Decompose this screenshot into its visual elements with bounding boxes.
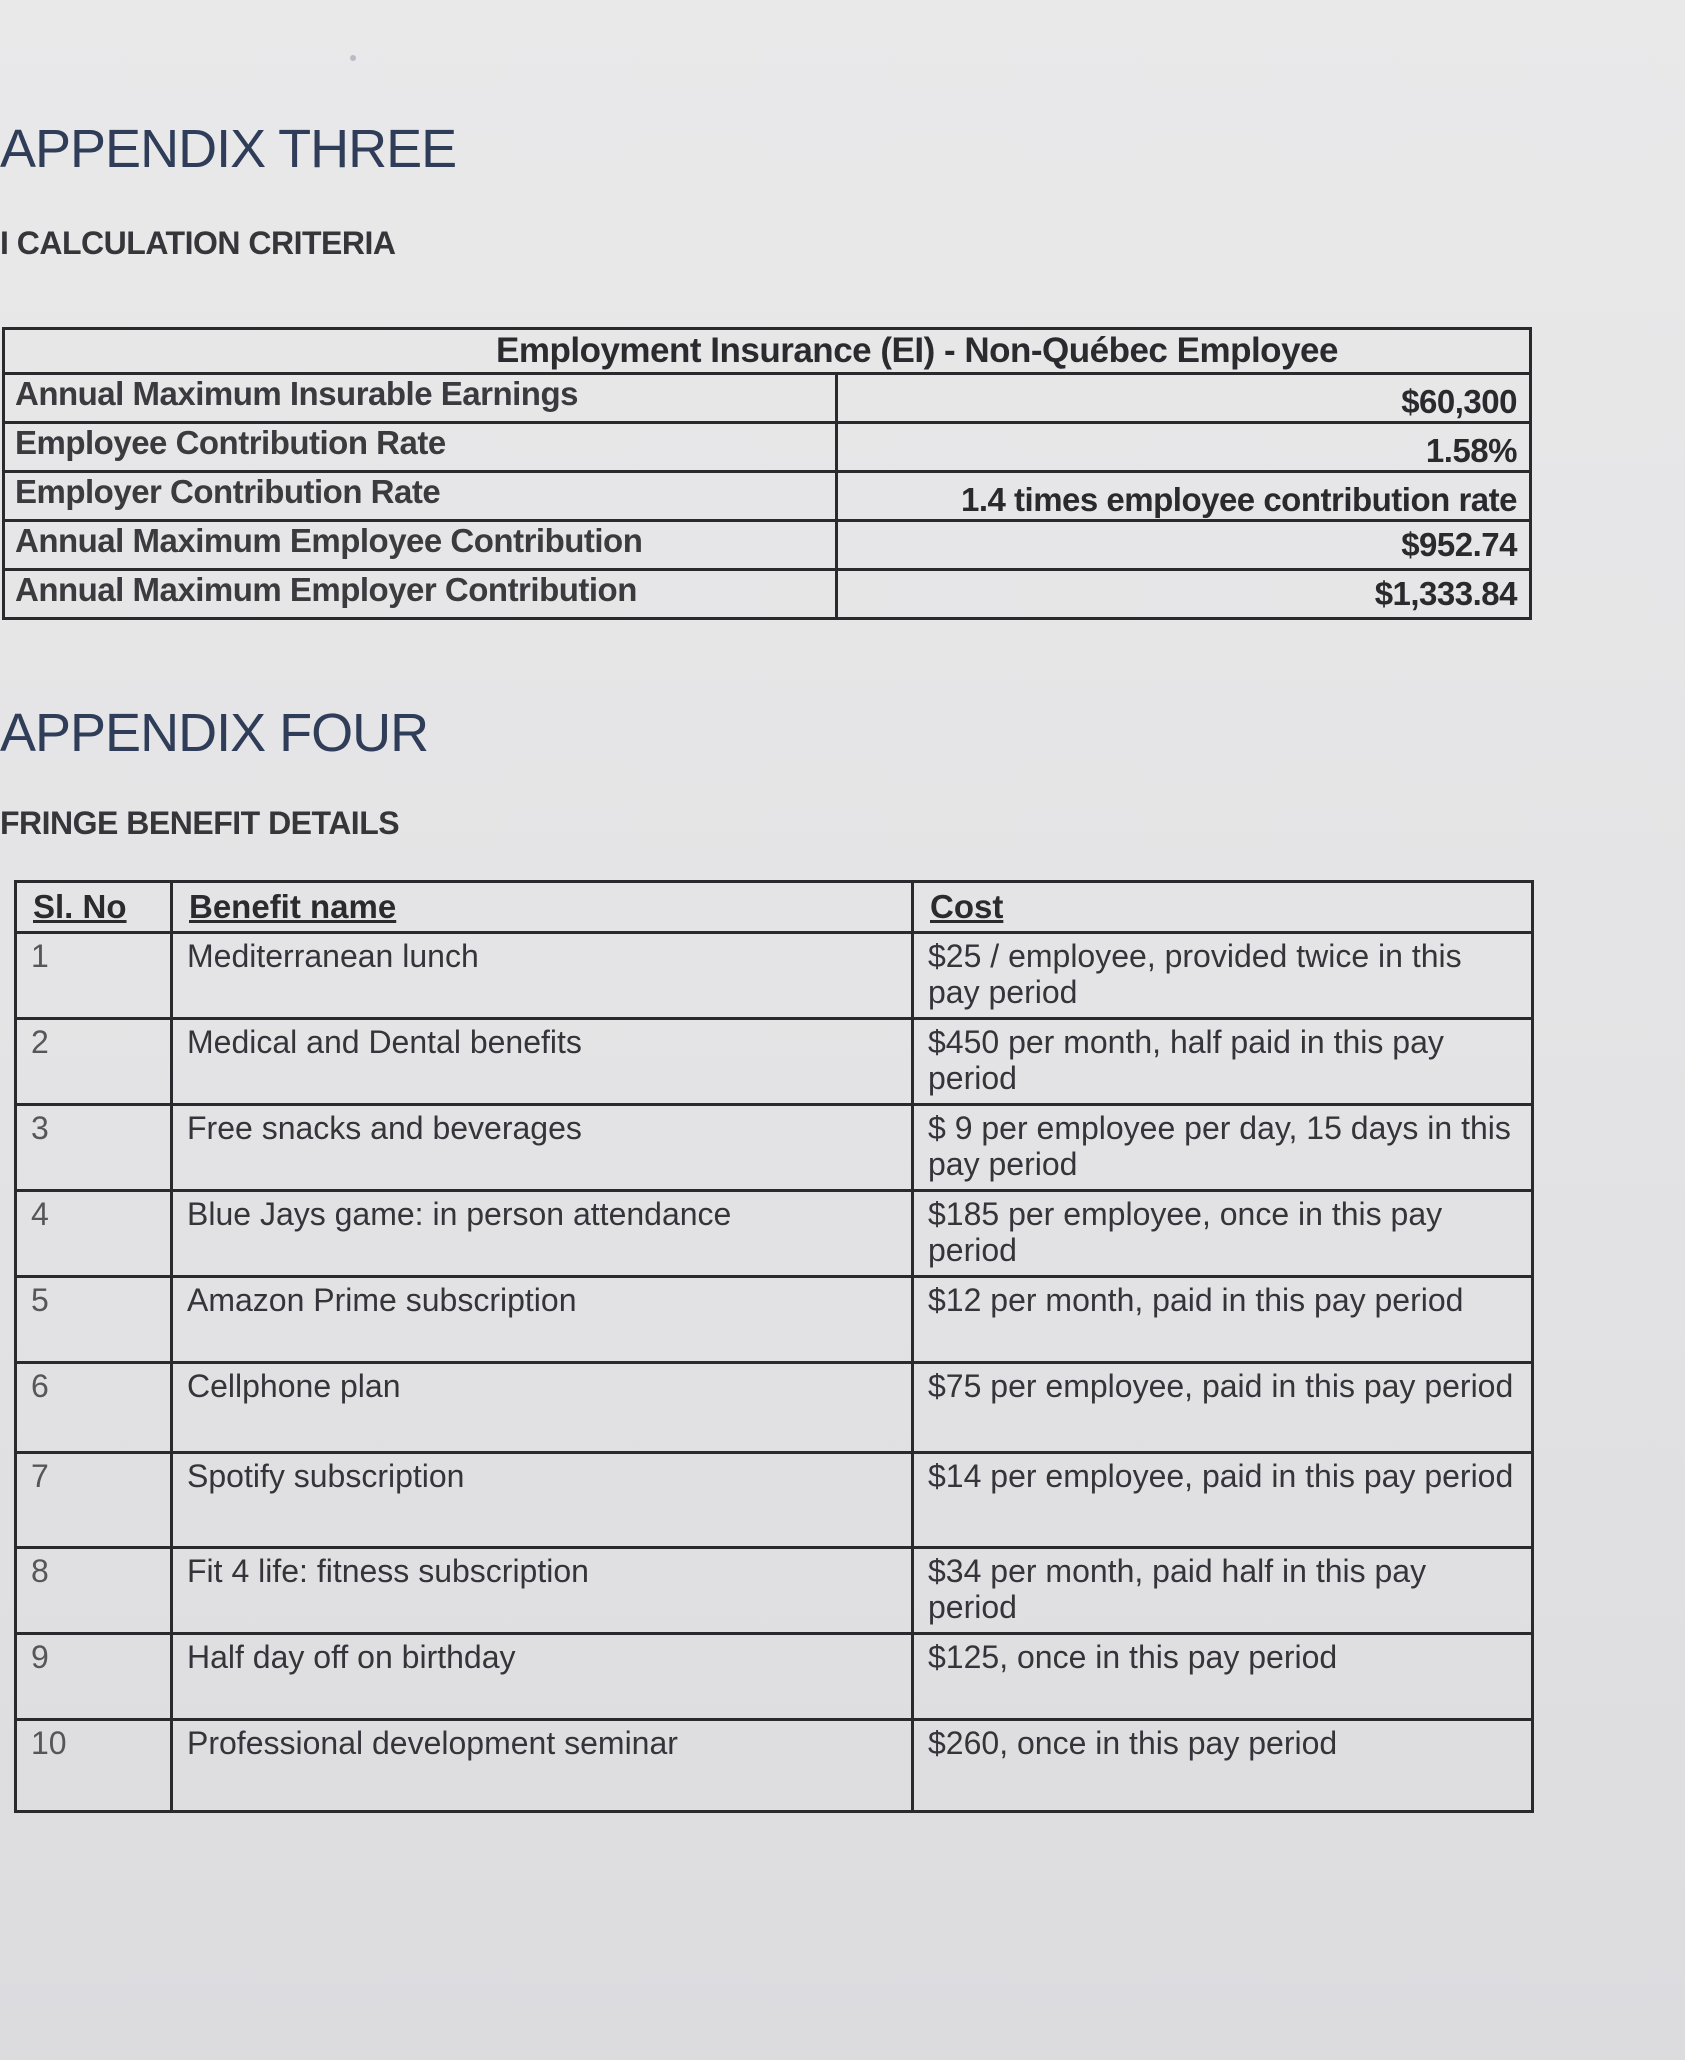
ei-row-label: Employer Contribution Rate <box>4 472 837 521</box>
table-row <box>16 1277 1533 1363</box>
appendix-three-heading: APPENDIX THREE <box>0 119 457 179</box>
cost-cell: $12 per month, paid in this pay period <box>913 1277 1533 1363</box>
ei-row-label: Annual Maximum Insurable Earnings <box>4 374 837 423</box>
table-row <box>16 1720 1533 1812</box>
ei-row-value: 1.58% <box>837 423 1531 472</box>
appendix-four-heading: APPENDIX FOUR <box>0 703 429 763</box>
ei-criteria-table <box>2 327 1532 620</box>
sl-no-cell: 4 <box>16 1191 172 1277</box>
table-row <box>16 933 1533 1019</box>
cost-cell: $ 9 per employee per day, 15 days in this pay period <box>913 1105 1533 1191</box>
ei-row-value: $1,333.84 <box>837 570 1531 619</box>
screen-speck <box>350 55 356 61</box>
sl-no-cell: 9 <box>16 1634 172 1720</box>
benefit-name-header: Benefit name <box>172 882 913 933</box>
fringe-benefit-subtitle: FRINGE BENEFIT DETAILS <box>0 805 400 841</box>
sl-no-header: Sl. No <box>16 882 172 933</box>
fringe-table-header-row <box>16 882 1533 933</box>
benefit-name-cell: Free snacks and beverages <box>172 1105 913 1191</box>
sl-no-cell: 5 <box>16 1277 172 1363</box>
ei-row-employee-rate <box>4 423 1531 472</box>
cost-cell: $34 per month, paid half in this pay period <box>913 1548 1533 1634</box>
calculation-criteria-subtitle: I CALCULATION CRITERIA <box>0 225 396 261</box>
table-row <box>16 1548 1533 1634</box>
ei-row-value: 1.4 times employee contribution rate <box>837 472 1531 521</box>
table-row <box>16 1634 1533 1720</box>
sl-no-cell: 3 <box>16 1105 172 1191</box>
ei-row-label: Employee Contribution Rate <box>4 423 837 472</box>
table-row <box>16 1191 1533 1277</box>
sl-no-cell: 1 <box>16 933 172 1019</box>
sl-no-cell: 6 <box>16 1363 172 1453</box>
table-row <box>16 1453 1533 1548</box>
cost-cell: $25 / employee, provided twice in this pay period <box>913 933 1533 1019</box>
cost-cell: $14 per employee, paid in this pay period <box>913 1453 1533 1548</box>
cost-cell: $75 per employee, paid in this pay period <box>913 1363 1533 1453</box>
cost-cell: $185 per employee, once in this pay period <box>913 1191 1533 1277</box>
benefit-name-cell: Amazon Prime subscription <box>172 1277 913 1363</box>
ei-table-header-row <box>4 329 1531 374</box>
ei-row-label: Annual Maximum Employee Contribution <box>4 521 837 570</box>
ei-table-title: Employment Insurance (EI) - Non-Québec Employee <box>4 329 1531 374</box>
fringe-benefit-table <box>14 880 1534 1813</box>
cost-header: Cost <box>913 882 1533 933</box>
ei-row-max-employee-contribution <box>4 521 1531 570</box>
table-row <box>16 1105 1533 1191</box>
ei-row-label: Annual Maximum Employer Contribution <box>4 570 837 619</box>
cost-cell: $450 per month, half paid in this pay period <box>913 1019 1533 1105</box>
cost-cell: $125, once in this pay period <box>913 1634 1533 1720</box>
benefit-name-cell: Mediterranean lunch <box>172 933 913 1019</box>
ei-row-max-employer-contribution <box>4 570 1531 619</box>
benefit-name-cell: Medical and Dental benefits <box>172 1019 913 1105</box>
ei-row-value: $60,300 <box>837 374 1531 423</box>
sl-no-cell: 7 <box>16 1453 172 1548</box>
cost-cell: $260, once in this pay period <box>913 1720 1533 1812</box>
benefit-name-cell: Fit 4 life: fitness subscription <box>172 1548 913 1634</box>
table-row <box>16 1363 1533 1453</box>
benefit-name-cell: Cellphone plan <box>172 1363 913 1453</box>
ei-row-employer-rate <box>4 472 1531 521</box>
benefit-name-cell: Professional development seminar <box>172 1720 913 1812</box>
table-row <box>16 1019 1533 1105</box>
benefit-name-cell: Half day off on birthday <box>172 1634 913 1720</box>
benefit-name-cell: Spotify subscription <box>172 1453 913 1548</box>
benefit-name-cell: Blue Jays game: in person attendance <box>172 1191 913 1277</box>
sl-no-cell: 8 <box>16 1548 172 1634</box>
sl-no-cell: 10 <box>16 1720 172 1812</box>
ei-row-value: $952.74 <box>837 521 1531 570</box>
sl-no-cell: 2 <box>16 1019 172 1105</box>
ei-row-insurable-earnings <box>4 374 1531 423</box>
